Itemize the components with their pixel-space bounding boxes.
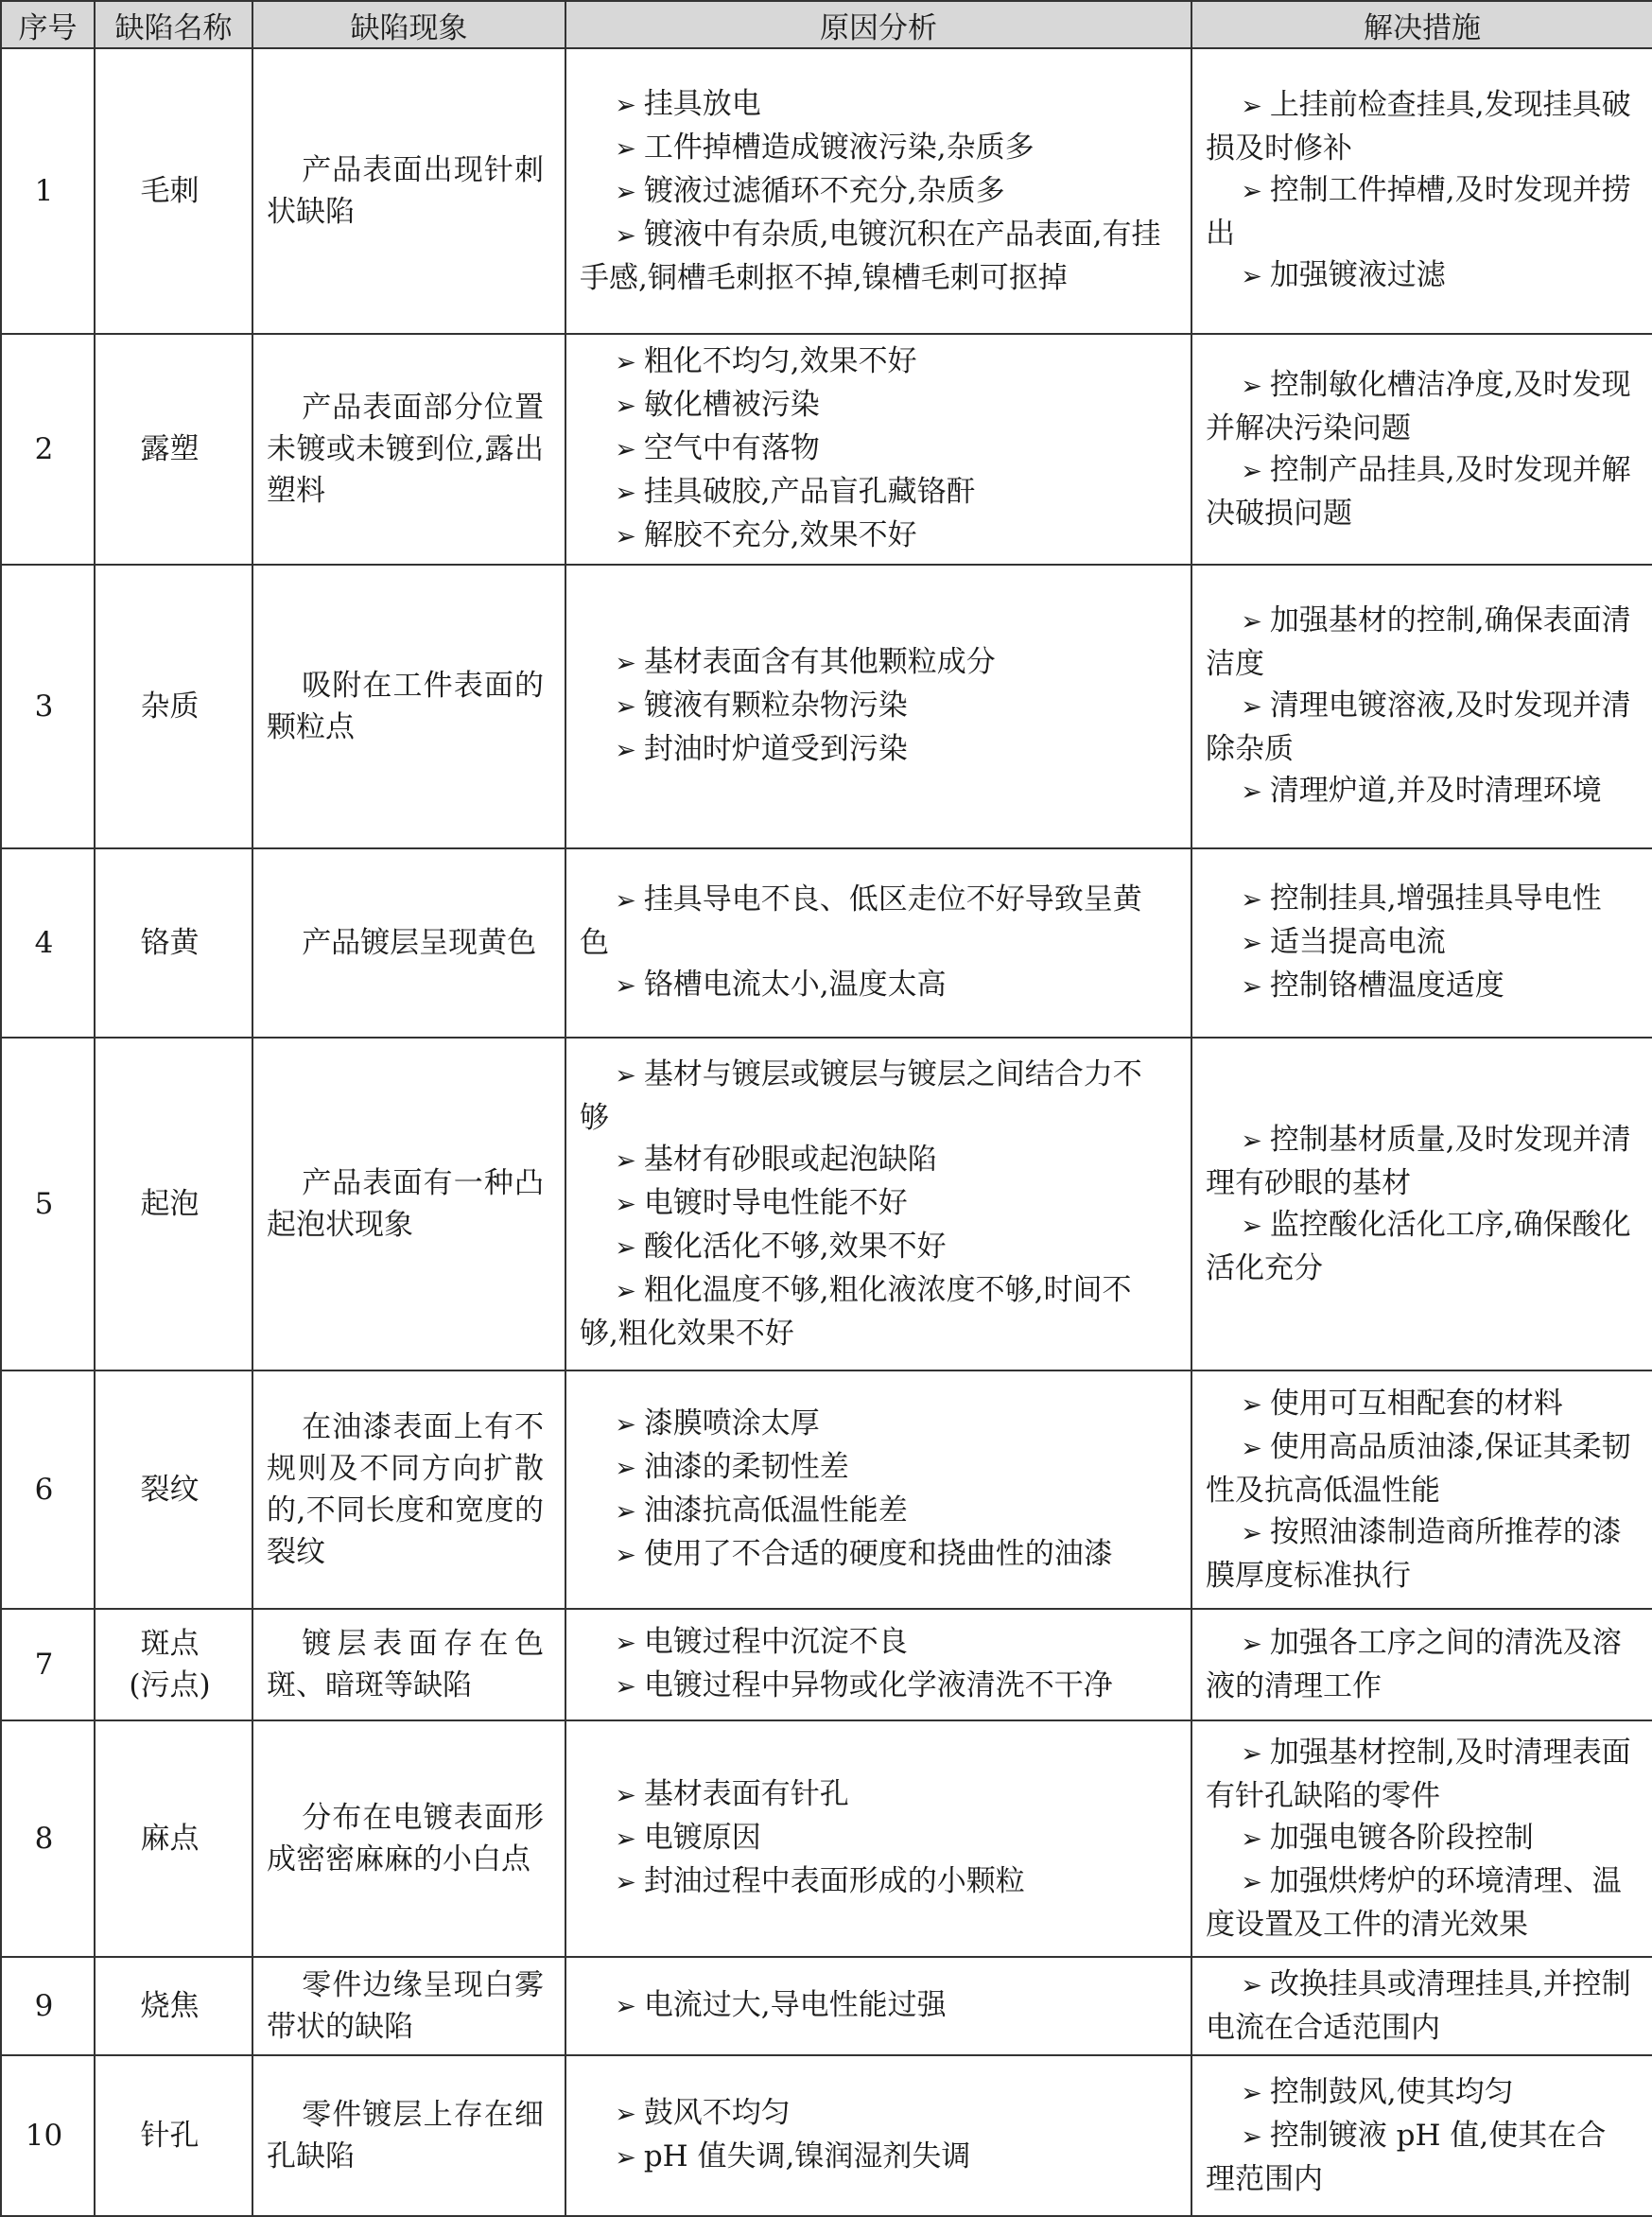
solution-item-text: 控制鼓风,使其均匀 xyxy=(1269,2075,1514,2109)
defect-name: 针孔 xyxy=(140,2119,200,2153)
solution-cell xyxy=(1191,1609,1652,1720)
solution-item xyxy=(1206,2071,1631,2115)
bullet-arrow-icon: ➢ xyxy=(1241,1212,1262,1241)
bullet-arrow-icon: ➢ xyxy=(615,2143,636,2173)
solution-item-text: 加强镀液过滤 xyxy=(1269,258,1446,292)
cause-item-text: 基材有砂眼或起泡缺陷 xyxy=(643,1143,937,1177)
table-row xyxy=(1,334,1652,565)
cause-cell xyxy=(565,565,1191,848)
cause-item-text: 漆膜喷涂太厚 xyxy=(643,1406,820,1440)
solution-cell xyxy=(1191,1720,1652,1957)
solution-cell xyxy=(1191,1038,1652,1370)
solution-item-text: 加强烘烤炉的环境清理、温度设置及工件的清光效果 xyxy=(1206,1864,1622,1942)
cause-item xyxy=(580,1621,1170,1665)
row-number: 5 xyxy=(1,1038,95,1370)
defect-name-cell xyxy=(95,2055,252,2216)
bullet-arrow-icon: ➢ xyxy=(1241,1824,1262,1854)
cause-item xyxy=(580,340,1170,384)
bullet-arrow-icon: ➢ xyxy=(615,522,636,551)
solution-item xyxy=(1206,84,1631,169)
cause-item-text: 电镀过程中异物或化学液清洗不干净 xyxy=(643,1668,1113,1702)
solution-item xyxy=(1206,965,1631,1008)
bullet-arrow-icon: ➢ xyxy=(615,1541,636,1570)
table-row xyxy=(1,848,1652,1038)
cause-item xyxy=(580,515,1170,558)
cause-item xyxy=(580,1446,1170,1490)
solution-item xyxy=(1206,685,1631,770)
solution-item xyxy=(1206,878,1631,921)
defect-name: 裂纹 xyxy=(140,1473,200,1507)
symptom-text: 产品表面出现针刺状缺陷 xyxy=(267,153,544,229)
solution-item xyxy=(1206,1817,1631,1860)
symptom-text: 分布在电镀表面形成密密麻麻的小白点 xyxy=(267,1801,544,1877)
cause-item-text: 挂具破胶,产品盲孔藏铬酐 xyxy=(643,475,976,509)
cause-item xyxy=(580,428,1170,471)
bullet-arrow-icon: ➢ xyxy=(1241,2079,1262,2108)
row-number: 6 xyxy=(1,1370,95,1609)
solution-item-text: 控制敏化槽洁净度,及时发现并解决污染问题 xyxy=(1206,368,1631,445)
solution-item-text: 改换挂具或清理挂具,并控制电流在合适范围内 xyxy=(1206,1967,1631,2045)
cause-item-text: 基材表面含有其他颗粒成分 xyxy=(643,645,996,679)
bullet-arrow-icon: ➢ xyxy=(1241,929,1262,958)
bullet-arrow-icon: ➢ xyxy=(1241,92,1262,121)
defect-name: 毛刺 xyxy=(140,174,200,208)
cause-item xyxy=(580,964,1170,1007)
symptom-text: 在油漆表面上有不规则及不同方向扩散的,不同长度和宽度的裂纹 xyxy=(267,1410,544,1569)
cause-item xyxy=(580,641,1170,685)
cause-item xyxy=(580,214,1170,299)
solution-cell xyxy=(1191,334,1652,565)
solution-item-text: 使用可互相配套的材料 xyxy=(1269,1387,1563,1421)
bullet-arrow-icon: ➢ xyxy=(615,221,636,251)
symptom-cell xyxy=(252,848,565,1038)
symptom-text: 产品镀层呈现黄色 xyxy=(302,926,537,960)
solution-item-text: 控制工件掉槽,及时发现并捞出 xyxy=(1206,173,1631,251)
bullet-arrow-icon: ➢ xyxy=(615,692,636,722)
solution-item xyxy=(1206,1860,1631,1946)
solution-item-text: 控制镀液 pH 值,使其在合理范围内 xyxy=(1206,2119,1607,2196)
solution-item-text: 加强电镀各阶段控制 xyxy=(1269,1821,1534,1855)
cause-item-text: 油漆的柔韧性差 xyxy=(643,1450,849,1484)
row-number: 8 xyxy=(1,1720,95,1957)
solution-item-text: 监控酸化活化工序,确保酸化活化充分 xyxy=(1206,1208,1631,1285)
cause-item-text: 解胶不充分,效果不好 xyxy=(643,518,917,552)
bullet-arrow-icon: ➢ xyxy=(615,1454,636,1483)
cause-item-text: 电流过大,导电性能过强 xyxy=(643,1988,947,2022)
defect-name-cell xyxy=(95,565,252,848)
symptom-cell xyxy=(252,48,565,334)
symptom-text: 零件镀层上存在细孔缺陷 xyxy=(267,2098,544,2173)
solution-cell xyxy=(1191,1957,1652,2055)
cause-cell xyxy=(565,1957,1191,2055)
solution-item-text: 控制铬槽温度适度 xyxy=(1269,969,1504,1003)
header-cause-analysis: 原因分析 xyxy=(565,1,1191,48)
symptom-text: 镀层表面存在色斑、暗斑等缺陷 xyxy=(267,1627,544,1702)
cause-item-text: 油漆抗高低温性能差 xyxy=(643,1493,908,1527)
cause-item-text: 粗化不均匀,效果不好 xyxy=(643,344,917,378)
solution-item-text: 加强基材控制,及时清理表面有针孔缺陷的零件 xyxy=(1206,1736,1631,1813)
bullet-arrow-icon: ➢ xyxy=(615,178,636,207)
cause-item xyxy=(580,1226,1170,1269)
cause-item xyxy=(580,471,1170,515)
bullet-arrow-icon: ➢ xyxy=(1241,262,1262,291)
solution-item-text: 加强基材的控制,确保表面清洁度 xyxy=(1206,603,1631,681)
bullet-arrow-icon: ➢ xyxy=(615,1992,636,2021)
bullet-arrow-icon: ➢ xyxy=(615,134,636,164)
solution-item-text: 控制挂具,增强挂具导电性 xyxy=(1269,882,1602,916)
solution-item xyxy=(1206,1119,1631,1204)
symptom-cell xyxy=(252,1038,565,1370)
table-body xyxy=(1,48,1652,2216)
cause-item xyxy=(580,1054,1170,1139)
defect-name-cell xyxy=(95,848,252,1038)
bullet-arrow-icon: ➢ xyxy=(1241,1868,1262,1897)
solution-item xyxy=(1206,449,1631,534)
symptom-text: 产品表面部分位置未镀或未镀到位,露出塑料 xyxy=(267,391,544,508)
cause-item xyxy=(580,1269,1170,1354)
defect-name: 麻点 xyxy=(140,1822,200,1856)
cause-item xyxy=(580,1984,1170,2028)
bullet-arrow-icon: ➢ xyxy=(1241,972,1262,1002)
solution-cell xyxy=(1191,565,1652,848)
bullet-arrow-icon: ➢ xyxy=(1241,457,1262,486)
solution-item xyxy=(1206,1964,1631,2049)
bullet-arrow-icon: ➢ xyxy=(615,1410,636,1440)
bullet-arrow-icon: ➢ xyxy=(1241,1390,1262,1420)
defect-name-cell xyxy=(95,1720,252,1957)
bullet-arrow-icon: ➢ xyxy=(1241,1630,1262,1659)
cause-item xyxy=(580,1665,1170,1708)
bullet-arrow-icon: ➢ xyxy=(615,1146,636,1176)
defect-name: 杂质 xyxy=(140,690,200,724)
defect-name-cell xyxy=(95,48,252,334)
symptom-cell xyxy=(252,1957,565,2055)
solution-item-text: 使用高品质油漆,保证其柔韧性及抗高低温性能 xyxy=(1206,1430,1631,1508)
cause-item-text: 使用了不合适的硬度和挠曲性的油漆 xyxy=(643,1537,1113,1571)
cause-item-text: 酸化活化不够,效果不好 xyxy=(643,1230,947,1264)
symptom-cell xyxy=(252,1720,565,1957)
cause-item-text: 封油过程中表面形成的小颗粒 xyxy=(643,1864,1025,1898)
bullet-arrow-icon: ➢ xyxy=(615,1497,636,1527)
solution-item xyxy=(1206,1511,1631,1597)
table-row xyxy=(1,1720,1652,1957)
defect-name-cell xyxy=(95,1609,252,1720)
solution-item xyxy=(1206,1204,1631,1289)
cause-cell xyxy=(565,1370,1191,1609)
cause-item-text: 工件掉槽造成镀液污染,杂质多 xyxy=(643,131,1035,165)
cause-item-text: 基材与镀层或镀层与镀层之间结合力不够 xyxy=(580,1057,1142,1135)
symptom-cell xyxy=(252,1609,565,1720)
solution-item xyxy=(1206,1732,1631,1817)
cause-item-text: pH 值失调,镍润湿剂失调 xyxy=(643,2139,971,2173)
table-row xyxy=(1,48,1652,334)
cause-item xyxy=(580,1182,1170,1226)
solution-item-text: 加强各工序之间的清洗及溶液的清理工作 xyxy=(1206,1626,1622,1703)
symptom-cell xyxy=(252,565,565,848)
cause-cell xyxy=(565,1720,1191,1957)
cause-item-text: 镀液有颗粒杂物污染 xyxy=(643,689,908,723)
solution-cell xyxy=(1191,48,1652,334)
solution-item-text: 控制基材质量,及时发现并清理有砂眼的基材 xyxy=(1206,1123,1631,1200)
bullet-arrow-icon: ➢ xyxy=(1241,1971,1262,2000)
bullet-arrow-icon: ➢ xyxy=(615,435,636,464)
table-row xyxy=(1,1609,1652,1720)
cause-item-text: 电镀原因 xyxy=(643,1821,761,1855)
table-row xyxy=(1,1957,1652,2055)
cause-item xyxy=(580,1139,1170,1182)
bullet-arrow-icon: ➢ xyxy=(615,1190,636,1219)
bullet-arrow-icon: ➢ xyxy=(615,348,636,377)
solution-item-text: 清理电镀溶液,及时发现并清除杂质 xyxy=(1206,689,1631,766)
bullet-arrow-icon: ➢ xyxy=(615,736,636,765)
cause-cell xyxy=(565,848,1191,1038)
cause-item-text: 粗化温度不够,粗化液浓度不够,时间不够,粗化效果不好 xyxy=(580,1273,1132,1351)
cause-item xyxy=(580,1403,1170,1446)
symptom-text: 吸附在工件表面的颗粒点 xyxy=(267,669,544,744)
symptom-cell xyxy=(252,334,565,565)
cause-item xyxy=(580,127,1170,170)
bullet-arrow-icon: ➢ xyxy=(615,1781,636,1810)
solution-item xyxy=(1206,254,1631,298)
defect-name: 烧焦 xyxy=(140,1989,200,2023)
cause-item xyxy=(580,1817,1170,1860)
defect-name: 露塑 xyxy=(140,432,200,466)
solution-item xyxy=(1206,600,1631,685)
bullet-arrow-icon: ➢ xyxy=(1241,1519,1262,1548)
defect-name-cell xyxy=(95,1957,252,2055)
cause-item xyxy=(580,2092,1170,2136)
solution-item-text: 适当提高电流 xyxy=(1269,925,1446,959)
bullet-arrow-icon: ➢ xyxy=(615,886,636,916)
cause-item xyxy=(580,728,1170,772)
bullet-arrow-icon: ➢ xyxy=(1241,692,1262,722)
bullet-arrow-icon: ➢ xyxy=(1241,607,1262,637)
solution-item-text: 控制产品挂具,及时发现并解决破损问题 xyxy=(1206,453,1631,531)
cause-item-text: 铬槽电流太小,温度太高 xyxy=(643,968,947,1002)
table-row xyxy=(1,2055,1652,2216)
header-row xyxy=(1,1,1652,48)
header-defect-name: 缺陷名称 xyxy=(95,1,252,48)
bullet-arrow-icon: ➢ xyxy=(615,1868,636,1897)
bullet-arrow-icon: ➢ xyxy=(1241,372,1262,401)
solution-item-text: 上挂前检查挂具,发现挂具破损及时修补 xyxy=(1206,88,1631,166)
cause-item-text: 基材表面有针孔 xyxy=(643,1777,849,1811)
bullet-arrow-icon: ➢ xyxy=(1241,177,1262,206)
cause-cell xyxy=(565,2055,1191,2216)
bullet-arrow-icon: ➢ xyxy=(1241,885,1262,915)
solution-item xyxy=(1206,921,1631,965)
bullet-arrow-icon: ➢ xyxy=(1241,1126,1262,1156)
cause-item-text: 电镀时导电性能不好 xyxy=(643,1186,908,1220)
solution-item xyxy=(1206,169,1631,254)
solution-cell xyxy=(1191,2055,1652,2216)
defect-name: 铬黄 xyxy=(140,926,200,960)
bullet-arrow-icon: ➢ xyxy=(615,392,636,421)
table-row xyxy=(1,565,1652,848)
row-number: 3 xyxy=(1,565,95,848)
row-number: 4 xyxy=(1,848,95,1038)
bullet-arrow-icon: ➢ xyxy=(615,649,636,678)
solution-item-text: 按照油漆制造商所推荐的漆膜厚度标准执行 xyxy=(1206,1515,1622,1593)
symptom-cell xyxy=(252,1370,565,1609)
bullet-arrow-icon: ➢ xyxy=(615,1233,636,1263)
symptom-text: 零件边缘呈现白雾带状的缺陷 xyxy=(267,1968,544,2044)
cause-item-text: 镀液中有杂质,电镀沉积在产品表面,有挂手感,铜槽毛刺抠不掉,镍槽毛刺可抠掉 xyxy=(580,218,1161,295)
cause-item-text: 电镀过程中沉淀不良 xyxy=(643,1625,908,1659)
solution-item xyxy=(1206,770,1631,813)
bullet-arrow-icon: ➢ xyxy=(615,1277,636,1306)
bullet-arrow-icon: ➢ xyxy=(615,1629,636,1658)
solution-item xyxy=(1206,2115,1631,2200)
defect-name: 斑点 xyxy=(140,1627,200,1661)
solution-cell xyxy=(1191,1370,1652,1609)
row-number: 2 xyxy=(1,334,95,565)
solution-item xyxy=(1206,1383,1631,1426)
bullet-arrow-icon: ➢ xyxy=(1241,2122,1262,2152)
cause-item xyxy=(580,879,1170,964)
cause-item xyxy=(580,1490,1170,1533)
row-number: 10 xyxy=(1,2055,95,2216)
header-symptom: 缺陷现象 xyxy=(252,1,565,48)
solution-item xyxy=(1206,1426,1631,1511)
defect-name-cell xyxy=(95,334,252,565)
table-row xyxy=(1,1038,1652,1370)
cause-item-text: 空气中有落物 xyxy=(643,431,820,465)
row-number: 1 xyxy=(1,48,95,334)
header-solution: 解决措施 xyxy=(1191,1,1652,48)
row-number: 7 xyxy=(1,1609,95,1720)
cause-item xyxy=(580,685,1170,728)
defect-name-cell xyxy=(95,1370,252,1609)
bullet-arrow-icon: ➢ xyxy=(1241,1434,1262,1463)
cause-cell xyxy=(565,334,1191,565)
cause-item xyxy=(580,2136,1170,2179)
cause-cell xyxy=(565,1038,1191,1370)
bullet-arrow-icon: ➢ xyxy=(1241,777,1262,807)
cause-item xyxy=(580,1860,1170,1904)
defect-name: (污点) xyxy=(129,1668,211,1702)
header-number: 序号 xyxy=(1,1,95,48)
cause-item-text: 敏化槽被污染 xyxy=(643,388,820,422)
cause-item xyxy=(580,83,1170,127)
solution-cell xyxy=(1191,848,1652,1038)
bullet-arrow-icon: ➢ xyxy=(1241,1739,1262,1769)
bullet-arrow-icon: ➢ xyxy=(615,971,636,1001)
cause-cell xyxy=(565,1609,1191,1720)
cause-item-text: 封油时炉道受到污染 xyxy=(643,732,908,766)
defect-name-cell xyxy=(95,1038,252,1370)
cause-item xyxy=(580,384,1170,428)
cause-item-text: 镀液过滤循环不充分,杂质多 xyxy=(643,174,1005,208)
cause-item-text: 鼓风不均匀 xyxy=(643,2096,791,2130)
symptom-text: 产品表面有一种凸起泡状现象 xyxy=(267,1166,544,1242)
cause-item-text: 挂具放电 xyxy=(643,87,761,121)
solution-item-text: 清理炉道,并及时清理环境 xyxy=(1269,774,1602,808)
bullet-arrow-icon: ➢ xyxy=(615,479,636,508)
solution-item xyxy=(1206,1622,1631,1707)
defect-name: 起泡 xyxy=(140,1187,200,1221)
symptom-cell xyxy=(252,2055,565,2216)
cause-item xyxy=(580,170,1170,214)
cause-item-text: 挂具导电不良、低区走位不好导致呈黄色 xyxy=(580,882,1142,960)
bullet-arrow-icon: ➢ xyxy=(615,1061,636,1091)
bullet-arrow-icon: ➢ xyxy=(615,1672,636,1702)
row-number: 9 xyxy=(1,1957,95,2055)
bullet-arrow-icon: ➢ xyxy=(615,1824,636,1854)
cause-cell xyxy=(565,48,1191,334)
bullet-arrow-icon: ➢ xyxy=(615,2100,636,2129)
cause-item xyxy=(580,1773,1170,1817)
solution-item xyxy=(1206,364,1631,449)
table-row xyxy=(1,1370,1652,1609)
cause-item xyxy=(580,1533,1170,1577)
bullet-arrow-icon: ➢ xyxy=(615,91,636,120)
